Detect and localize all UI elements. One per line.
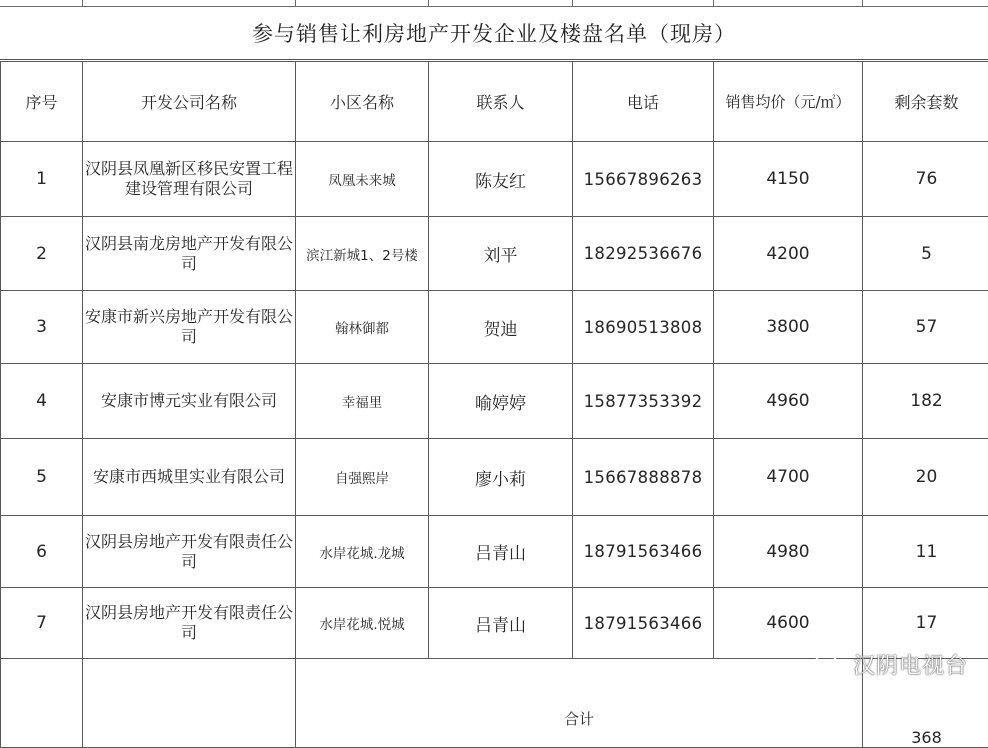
total-value: 368 — [863, 659, 988, 748]
cell-contact: 吕青山 — [429, 516, 573, 588]
cell-remaining: 5 — [863, 217, 988, 291]
cell-community: 凤凰未来城 — [296, 142, 429, 217]
cell-phone: 18690513808 — [573, 291, 714, 364]
cell-price: 4960 — [714, 364, 863, 439]
cell-company: 安康市博元实业有限公司 — [83, 364, 296, 439]
cell-company: 安康市新兴房地产开发有限公司 — [83, 291, 296, 364]
cell-index: 7 — [1, 588, 83, 659]
grid-tick — [572, 0, 573, 6]
cell-remaining: 20 — [863, 439, 988, 516]
cell-company: 汉阴县凤凰新区移民安置工程建设管理有限公司 — [83, 142, 296, 217]
cell-contact: 吕青山 — [429, 588, 573, 659]
cell-phone: 18791563466 — [573, 516, 714, 588]
total-label: 合计 — [296, 659, 863, 748]
cell-company: 安康市西城里实业有限公司 — [83, 439, 296, 516]
cell-company: 汉阴县房地产开发有限责任公司 — [83, 516, 296, 588]
cell-price: 4150 — [714, 142, 863, 217]
grid-tick — [713, 0, 714, 6]
table-row — [1, 439, 988, 516]
cell-community: 滨江新城1、2号楼 — [296, 217, 429, 291]
header-community: 小区名称 — [296, 62, 429, 142]
cell-company: 汉阴县南龙房地产开发有限公司 — [83, 217, 296, 291]
watermark — [815, 649, 968, 680]
grid-tick — [862, 0, 863, 6]
cell-phone: 18791563466 — [573, 588, 714, 659]
table-row — [1, 142, 988, 217]
grid-tick — [428, 0, 429, 6]
wechat-icon — [815, 652, 845, 678]
document-title: 参与销售让利房地产开发企业及楼盘名单（现房） — [0, 7, 988, 60]
total-empty-cell — [1, 659, 83, 748]
cell-index: 1 — [1, 142, 83, 217]
cell-index: 2 — [1, 217, 83, 291]
header-price: 销售均价（元/㎡） — [714, 62, 863, 142]
cell-index: 4 — [1, 364, 83, 439]
grid-tick — [295, 0, 296, 6]
header-company: 开发公司名称 — [83, 62, 296, 142]
table-header-row — [1, 62, 988, 142]
cell-phone: 18292536676 — [573, 217, 714, 291]
cell-remaining: 57 — [863, 291, 988, 364]
cell-community: 自强熙岸 — [296, 439, 429, 516]
cell-index: 3 — [1, 291, 83, 364]
cell-price: 3800 — [714, 291, 863, 364]
cell-remaining: 182 — [863, 364, 988, 439]
cell-phone: 15667888878 — [573, 439, 714, 516]
table-row — [1, 291, 988, 364]
cell-contact: 喻婷婷 — [429, 364, 573, 439]
header-contact: 联系人 — [429, 62, 573, 142]
cell-remaining: 76 — [863, 142, 988, 217]
developer-table — [0, 61, 988, 748]
cell-contact: 陈友红 — [429, 142, 573, 217]
table-row — [1, 588, 988, 659]
cell-index: 5 — [1, 439, 83, 516]
cell-contact: 刘平 — [429, 217, 573, 291]
table-row — [1, 364, 988, 439]
cell-price: 4200 — [714, 217, 863, 291]
cell-contact: 廖小莉 — [429, 439, 573, 516]
cell-community: 翰林御都 — [296, 291, 429, 364]
cell-phone: 15667896263 — [573, 142, 714, 217]
cell-community: 幸福里 — [296, 364, 429, 439]
table-row — [1, 217, 988, 291]
cell-remaining: 11 — [863, 516, 988, 588]
header-phone: 电话 — [573, 62, 714, 142]
cell-company: 汉阴县房地产开发有限责任公司 — [83, 588, 296, 659]
cell-price: 4980 — [714, 516, 863, 588]
header-index: 序号 — [1, 62, 83, 142]
cell-price: 4600 — [714, 588, 863, 659]
total-empty-cell — [83, 659, 296, 748]
cell-price: 4700 — [714, 439, 863, 516]
table-row — [1, 516, 988, 588]
cell-community: 水岸花城.悦城 — [296, 588, 429, 659]
previous-row-edge — [0, 0, 988, 7]
grid-tick — [82, 0, 83, 6]
cell-phone: 15877353392 — [573, 364, 714, 439]
cell-remaining: 17 — [863, 588, 988, 659]
watermark-text: 汉阴电视台 — [853, 649, 968, 680]
cell-index: 6 — [1, 516, 83, 588]
cell-community: 水岸花城.龙城 — [296, 516, 429, 588]
cell-contact: 贺迪 — [429, 291, 573, 364]
header-remaining: 剩余套数 — [863, 62, 988, 142]
